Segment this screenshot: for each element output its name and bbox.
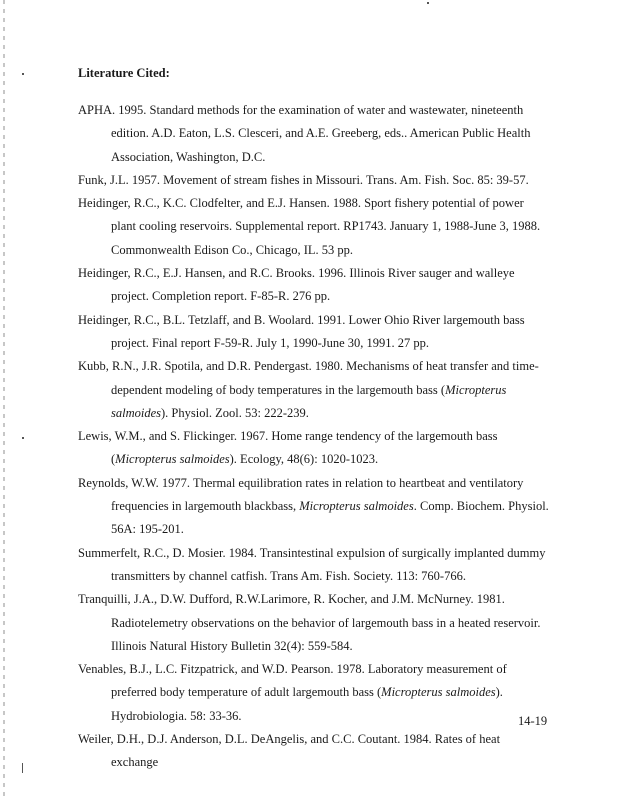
species-name: Micropterus salmoides bbox=[299, 499, 414, 514]
reference-entry bbox=[78, 658, 550, 728]
reference-text: Heidinger, R.C., K.C. Clodfelter, and E.J. Hansen. 1988. Sport fishery potential of power plant cooling reservoirs. Supplemental report. RP1743. January 1, 1988-June 3, 1988. Commonwealth Edison Co., Chicago, IL. 53 pp. bbox=[78, 196, 541, 257]
reference-entry bbox=[78, 728, 550, 775]
reference-text: ). Physiol. Zool. 53: 222-239. bbox=[161, 405, 309, 420]
reference-text: Reynolds, W.W. 1977. Thermal equilibration rates in relation to heartbeat and ventilatory frequencies in largemouth blackbass, bbox=[78, 475, 524, 514]
reference-text: Kubb, R.N., J.R. Spotila, and D.R. Pendergast. 1980. Mechanisms of heat transfer and time-dependent modeling of body temperatures in the largemouth bass ( bbox=[78, 359, 539, 397]
reference-entry bbox=[78, 169, 550, 192]
reference-text: Funk, J.L. 1957. Movement of stream fishes in Missouri. Trans. Am. Fish. Soc. 85: 39-57. bbox=[78, 172, 529, 187]
reference-entry bbox=[78, 542, 550, 589]
species-name: Micropterus salmoides bbox=[115, 452, 230, 467]
scan-speck bbox=[22, 437, 24, 439]
reference-text: Venables, B.J., L.C. Fitzpatrick, and W.D. Pearson. 1978. Laboratory measurement of preferred body temperature of adult largemouth bass ( bbox=[78, 662, 507, 700]
reference-entry bbox=[78, 588, 550, 658]
reference-text: Summerfelt, R.C., D. Mosier. 1984. Transintestinal expulsion of surgically implanted dummy transmitters by channel catfish. Trans Am. Fish. Society. 113: 760-766. bbox=[78, 545, 546, 583]
reference-entry bbox=[78, 262, 550, 309]
reference-text: Lewis, W.M., and S. Flickinger. 1967. Home range tendency of the largemouth bass ( bbox=[78, 429, 498, 467]
reference-text: ). Ecology, 48(6): 1020-1023. bbox=[229, 452, 379, 467]
reference-list bbox=[78, 99, 550, 775]
reference-text: ). Hydrobiologia. 58: 33-36. bbox=[111, 685, 503, 723]
scan-speck bbox=[427, 2, 429, 4]
scan-edge-artifact bbox=[3, 0, 5, 800]
section-heading: Literature Cited: bbox=[78, 66, 170, 80]
reference-entry bbox=[78, 309, 550, 356]
reference-entry bbox=[78, 355, 550, 425]
reference-entry bbox=[78, 472, 550, 542]
species-name: Micropterus salmoides bbox=[381, 685, 496, 700]
reference-entry bbox=[78, 425, 550, 472]
scan-speck bbox=[22, 763, 23, 773]
reference-text: Heidinger, R.C., E.J. Hansen, and R.C. Brooks. 1996. Illinois River sauger and walleye project. Completion report. F-85-R. 276 pp. bbox=[78, 266, 515, 304]
reference-text: APHA. 1995. Standard methods for the examination of water and wastewater, nineteenth edition. A.D. Eaton, L.S. Clesceri, and A.E. Greeberg, eds.. American Public Health Association, Washington, D.C. bbox=[78, 103, 531, 164]
reference-entry bbox=[78, 192, 550, 262]
scan-speck bbox=[22, 73, 24, 75]
reference-text: Heidinger, R.C., B.L. Tetzlaff, and B. Woolard. 1991. Lower Ohio River largemouth bass project. Final report F-59-R. July 1, 1990-June 30, 1991. 27 pp. bbox=[78, 312, 525, 350]
reference-entry bbox=[78, 99, 550, 169]
reference-text: Tranquilli, J.A., D.W. Dufford, R.W.Larimore, R. Kocher, and J.M. McNurney. 1981. Radiotelemetry observations on the behavior of largemouth bass in a heated reservoir. Illinois Natural History Bulletin 32(4): 559-584. bbox=[78, 592, 541, 653]
species-name: Micropterus salmoides bbox=[111, 382, 507, 420]
reference-text: . Comp. Biochem. Physiol. 56A: 195-201. bbox=[111, 499, 549, 537]
page-number: 14-19 bbox=[518, 714, 548, 728]
reference-text: Weiler, D.H., D.J. Anderson, D.L. DeAngelis, and C.C. Coutant. 1984. Rates of heat exchange bbox=[78, 732, 501, 770]
